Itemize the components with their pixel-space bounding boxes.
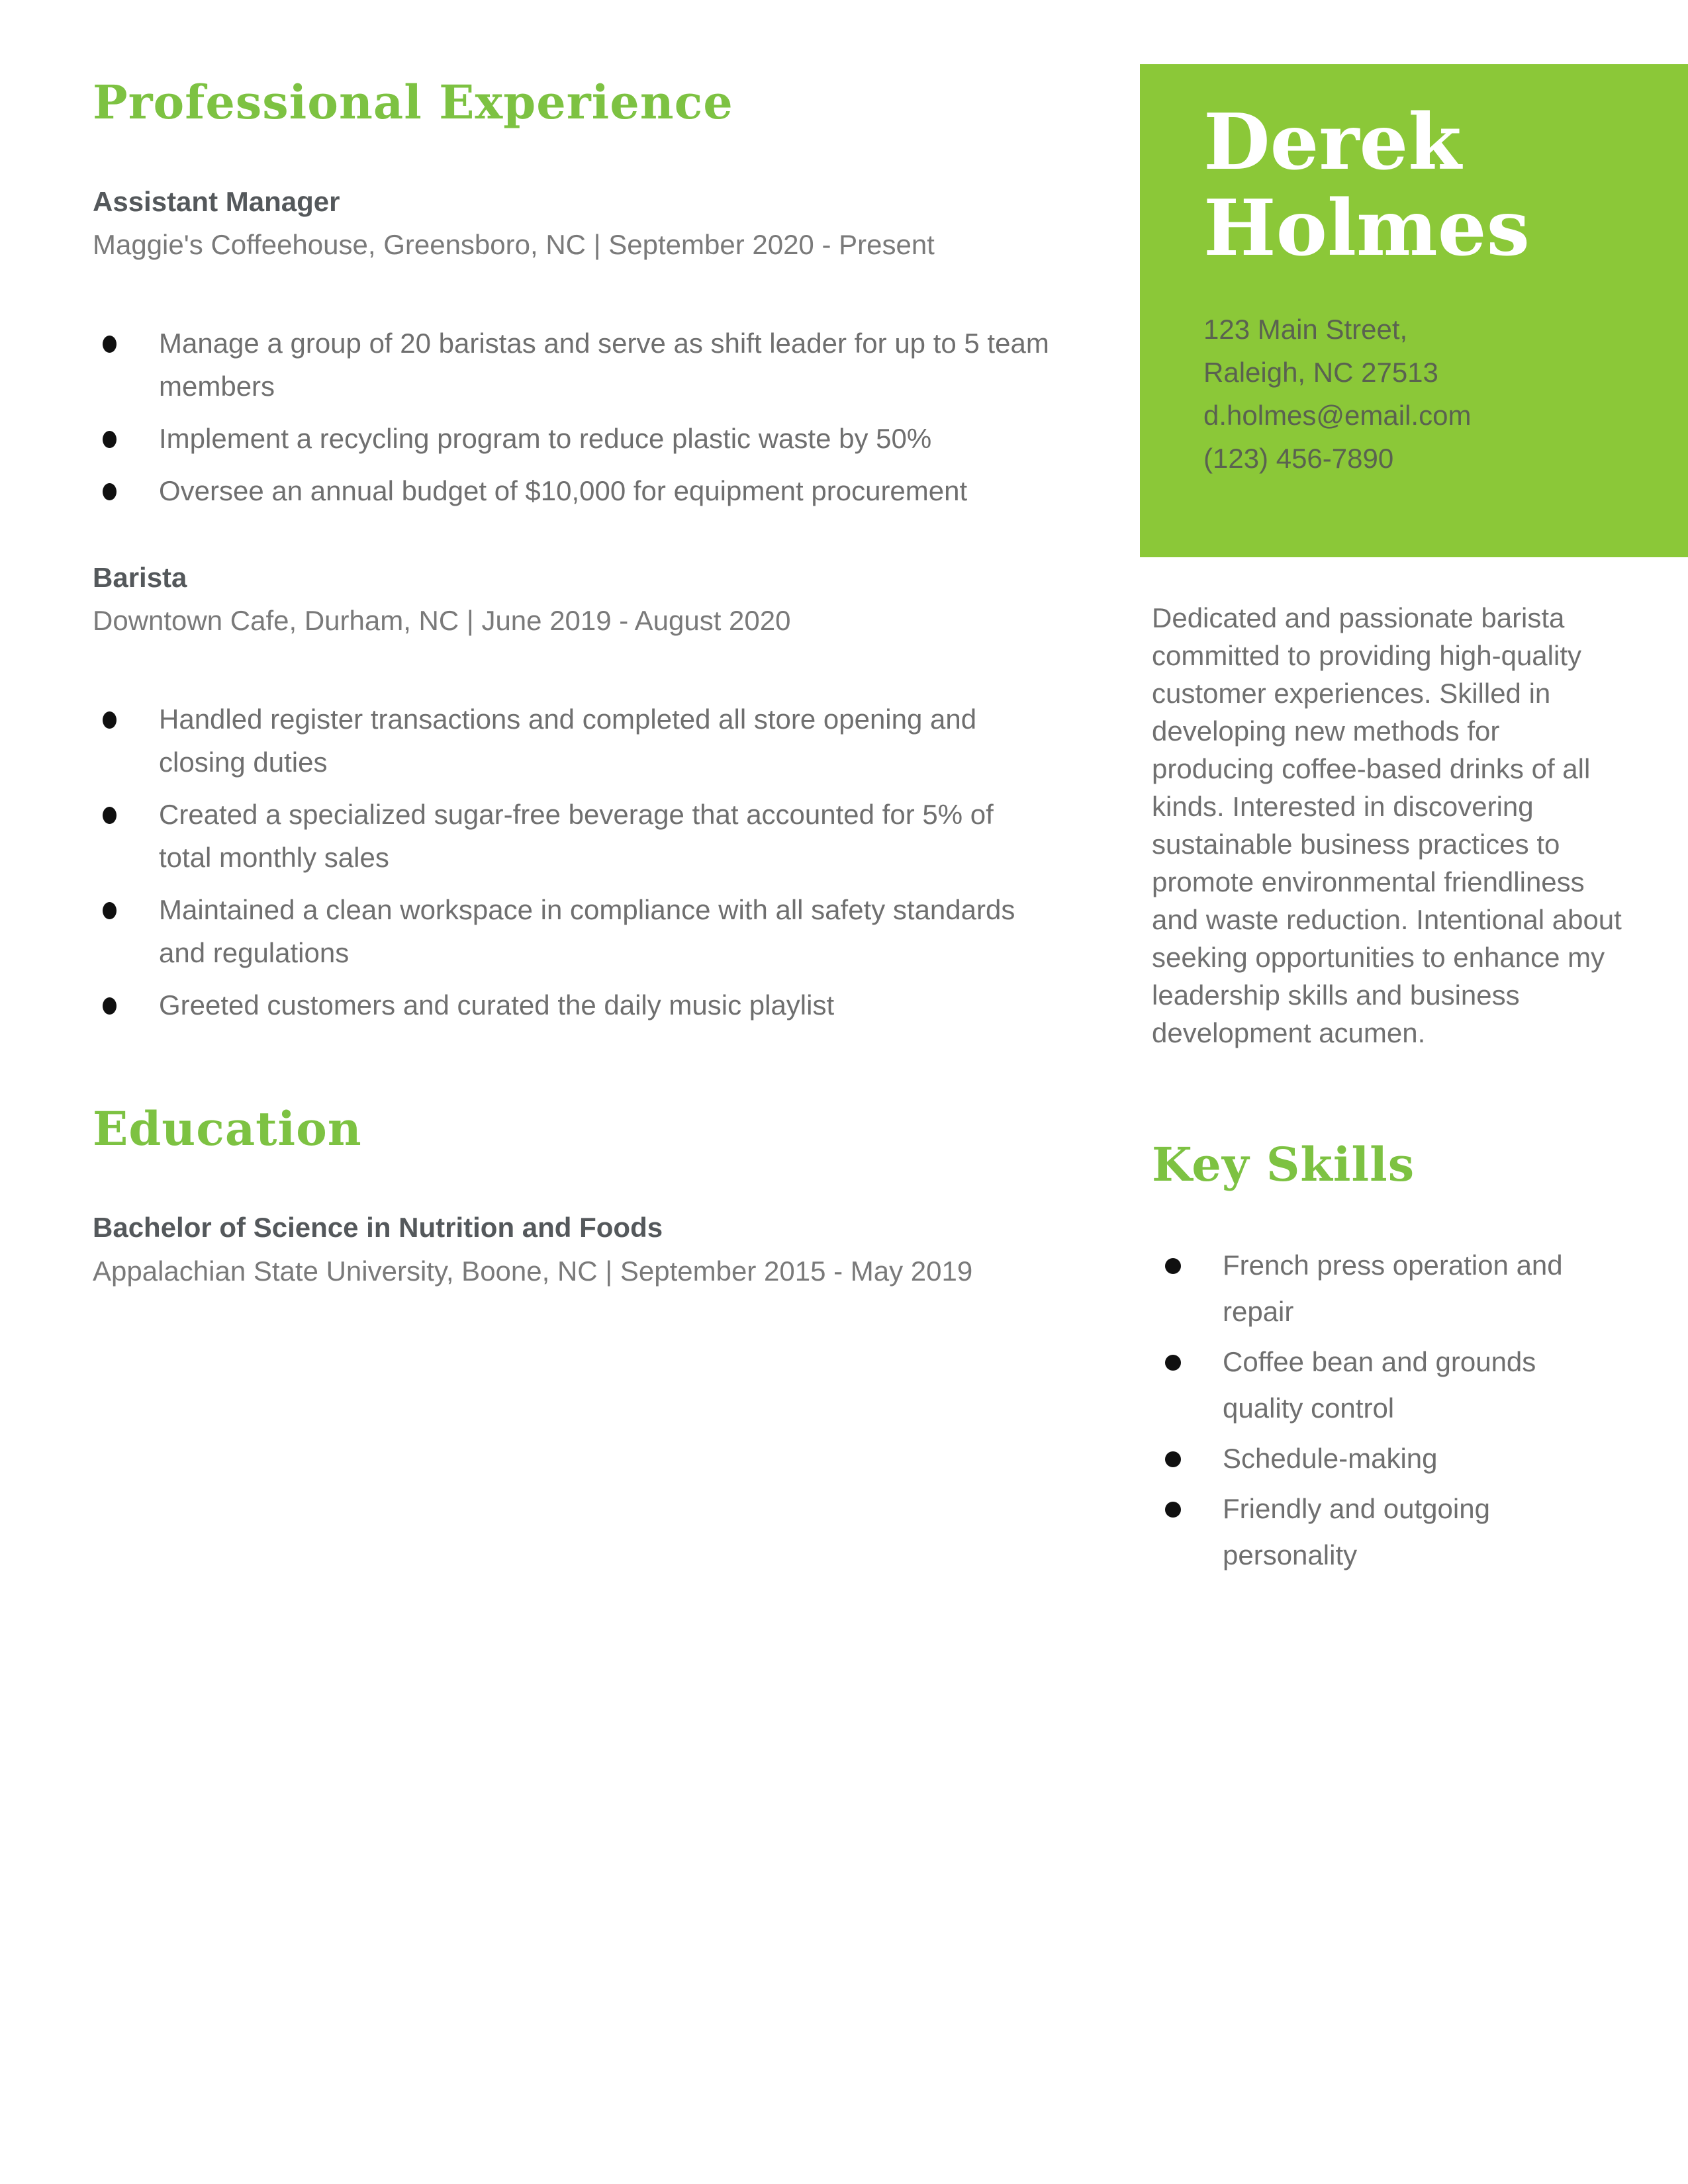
last-name: Holmes: [1203, 183, 1530, 273]
list-item: [93, 322, 1053, 408]
main-column: [93, 75, 1053, 1290]
skills-heading: Key Skills: [1152, 1137, 1415, 1192]
bullet-icon: [1165, 1502, 1181, 1518]
list-item: [93, 888, 1053, 974]
bullet-icon: [103, 997, 117, 1015]
bullet-icon: [1165, 1258, 1181, 1274]
skill-text: French press operation and repair: [1223, 1249, 1563, 1327]
bullet-text: Oversee an annual budget of $10,000 for equipment procurement: [159, 475, 968, 506]
bullet-icon: [103, 711, 117, 729]
job-title: Barista: [93, 561, 187, 593]
bullet-icon: [1165, 1355, 1181, 1371]
contact-info: [1203, 308, 1662, 480]
bullet-icon: [103, 807, 117, 824]
professional-summary: Dedicated and passionate barista committed to providing high-quality customer experiences. Skilled in developing new methods for producing coffee-based drinks of all kinds. Interested in discovering sustainable business practices to promote environmental friendliness and waste reduction. Intentional about seeking opportunities to enhance my leadership skills and business development acumen.: [1152, 602, 1622, 1048]
list-item: [1152, 1486, 1595, 1578]
email-text: d.holmes@email.com: [1203, 399, 1472, 431]
list-item: [93, 793, 1053, 879]
address-line-2: Raleigh, NC 27513: [1203, 356, 1438, 388]
job-bullet-list: [93, 322, 1053, 512]
experience-heading: Professional Experience: [93, 75, 733, 130]
header-card: [1140, 64, 1688, 557]
education-heading: Education: [93, 1101, 362, 1156]
degree-meta: Appalachian State University, Boone, NC | September 2015 - May 2019: [93, 1255, 973, 1287]
list-item: [93, 417, 1053, 460]
address-line-1: 123 Main Street,: [1203, 313, 1408, 345]
degree-title: Bachelor of Science in Nutrition and Foods: [93, 1212, 663, 1244]
bullet-icon: [1165, 1451, 1181, 1467]
phone-text: (123) 456-7890: [1203, 442, 1394, 474]
skill-text: Coffee bean and grounds quality control: [1223, 1345, 1536, 1424]
sidebar-column: [1152, 599, 1622, 1578]
job-entry-assistant-manager: [93, 184, 1053, 512]
list-item: [93, 983, 1053, 1026]
list-item: [1152, 1339, 1595, 1432]
list-item: [93, 469, 1053, 512]
list-item: [1152, 1242, 1595, 1335]
bullet-text: Greeted customers and curated the daily music playlist: [159, 989, 835, 1021]
bullet-text: Implement a recycling program to reduce plastic waste by 50%: [159, 422, 932, 454]
bullet-text: Manage a group of 20 baristas and serve as shift leader for up to 5 team members: [159, 327, 1049, 402]
job-meta: Maggie's Coffeehouse, Greensboro, NC | September 2020 - Present: [93, 229, 935, 261]
list-item: [1152, 1435, 1595, 1482]
job-title: Assistant Manager: [93, 185, 340, 217]
bullet-icon: [103, 431, 117, 448]
bullet-text: Handled register transactions and completed all store opening and closing duties: [159, 703, 977, 778]
list-item: [93, 698, 1053, 784]
bullet-text: Created a specialized sugar-free beverage that accounted for 5% of total monthly sales: [159, 798, 994, 873]
bullet-icon: [103, 902, 117, 919]
bullet-text: Maintained a clean workspace in compliance with all safety standards and regulations: [159, 893, 1015, 968]
bullet-icon: [103, 483, 117, 500]
person-name: [1203, 97, 1662, 273]
skill-text: Schedule-making: [1223, 1442, 1438, 1474]
job-entry-barista: [93, 560, 1053, 1026]
skills-list: [1152, 1242, 1595, 1578]
skill-text: Friendly and outgoing personality: [1223, 1492, 1490, 1570]
job-bullet-list: [93, 698, 1053, 1026]
bullet-icon: [103, 336, 117, 353]
job-meta: Downtown Cafe, Durham, NC | June 2019 - August 2020: [93, 605, 791, 637]
first-name: Derek: [1203, 97, 1462, 187]
